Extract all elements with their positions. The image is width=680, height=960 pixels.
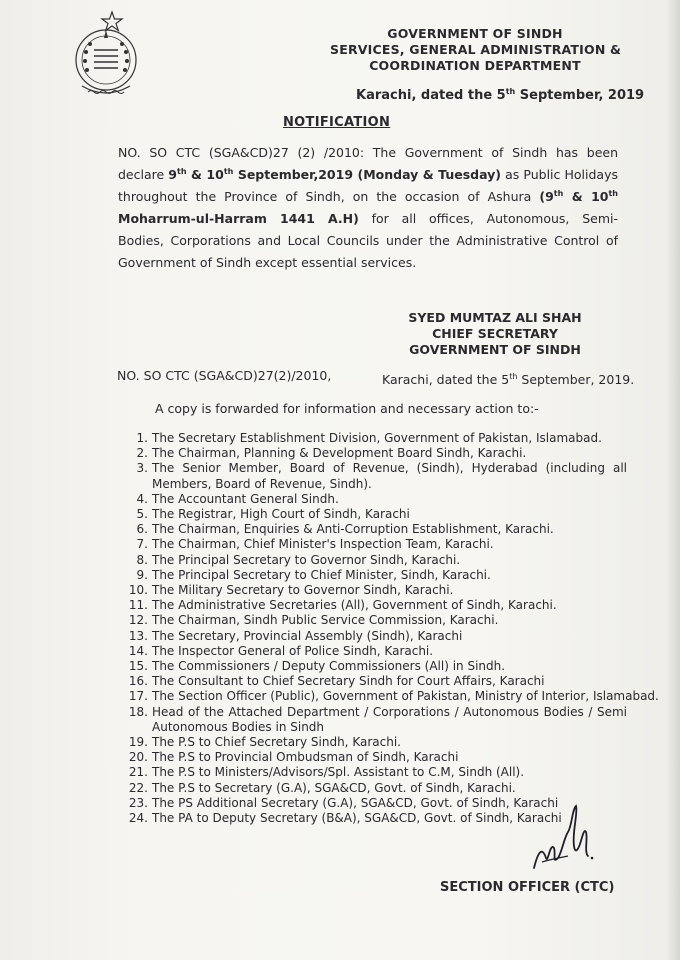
list-item-number: 19. bbox=[128, 735, 148, 750]
list-item bbox=[117, 537, 627, 552]
list-item-text: The Principal Secretary to Governor Sindh, Karachi. bbox=[152, 552, 461, 567]
list-item-number: 22. bbox=[128, 780, 148, 795]
list-item bbox=[117, 644, 627, 659]
signatory-name: SYED MUMTAZ ALI SHAH bbox=[408, 310, 582, 325]
header-line-3: COORDINATION DEPARTMENT bbox=[369, 58, 581, 73]
list-item bbox=[117, 781, 627, 796]
page-edge-shadow bbox=[666, 0, 680, 960]
list-item bbox=[117, 492, 627, 507]
list-item-number: 17. bbox=[128, 689, 148, 704]
list-item bbox=[117, 507, 627, 522]
list-item-number: 20. bbox=[128, 750, 148, 765]
list-item-number: 16. bbox=[128, 674, 148, 689]
list-item-text: The Registrar, High Court of Sindh, Karachi bbox=[152, 507, 410, 522]
list-item-number: 3. bbox=[136, 461, 148, 476]
list-item bbox=[117, 461, 627, 491]
list-item-text: The PS Additional Secretary (G.A), SGA&CD, Govt. of Sindh, Karachi bbox=[152, 795, 559, 810]
list-item bbox=[117, 613, 627, 628]
signatory-block bbox=[400, 310, 590, 358]
government-seal-icon bbox=[68, 8, 152, 100]
list-item-number: 13. bbox=[128, 628, 148, 643]
body-line-6: Government of Sindh except essential services. bbox=[118, 255, 417, 270]
list-item-text: The Military Secretary to Governor Sindh, Karachi. bbox=[152, 583, 454, 598]
list-item-text: The P.S to Secretary (G.A), SGA&CD, Govt. of Sindh, Karachi. bbox=[152, 780, 516, 795]
list-item-number: 8. bbox=[136, 552, 148, 567]
list-item-text: The P.S to Chief Secretary Sindh, Karachi. bbox=[152, 735, 401, 750]
reference-date: Karachi, dated the 5th September, 2019. bbox=[382, 372, 635, 387]
list-item-number: 4. bbox=[136, 491, 148, 506]
list-item-text: The Section Officer (Public), Government of Pakistan, Ministry of Interior, Islamabad. bbox=[152, 689, 659, 704]
list-item bbox=[117, 522, 627, 537]
list-item bbox=[117, 553, 627, 568]
list-item bbox=[117, 735, 627, 750]
list-item-number: 14. bbox=[128, 643, 148, 658]
department-header bbox=[330, 26, 620, 74]
list-item-number: 10. bbox=[128, 583, 148, 598]
list-item bbox=[117, 689, 659, 704]
list-item-text: The Chairman, Planning & Development Board Sindh, Karachi. bbox=[152, 446, 527, 461]
list-item bbox=[117, 629, 627, 644]
list-item-text: The Accountant General Sindh. bbox=[152, 491, 339, 506]
list-item-text: The Administrative Secretaries (All), Government of Sindh, Karachi. bbox=[152, 598, 557, 613]
signatory-org: GOVERNMENT OF SINDH bbox=[409, 342, 581, 357]
list-item-number: 21. bbox=[128, 765, 148, 780]
list-item-number: 24. bbox=[128, 811, 148, 826]
list-item-number: 9. bbox=[136, 567, 148, 582]
list-item-text: The Commissioners / Deputy Commissioners (All) in Sindh. bbox=[152, 659, 506, 674]
body-line-2: declare 9th & 10th September,2019 (Monday & Tuesday) as Public Holidays bbox=[118, 167, 618, 182]
body-line-5: Bodies, Corporations and Local Councils under the Administrative Control of bbox=[118, 233, 618, 248]
list-item-number: 18. bbox=[128, 704, 148, 719]
notification-body bbox=[118, 142, 618, 274]
list-item-text: The P.S to Provincial Ombudsman of Sindh, Karachi bbox=[152, 750, 459, 765]
list-item bbox=[117, 583, 627, 598]
list-item-text: The Chairman, Sindh Public Service Commission, Karachi. bbox=[152, 613, 499, 628]
list-item bbox=[117, 431, 627, 446]
list-item bbox=[117, 765, 627, 780]
list-item bbox=[117, 705, 627, 735]
list-item bbox=[117, 598, 627, 613]
body-line-4: Moharrum-ul-Harram 1441 A.H) for all offices, Autonomous, Semi- bbox=[118, 211, 618, 226]
list-item bbox=[117, 750, 627, 765]
handwritten-signature-icon bbox=[528, 802, 598, 880]
forward-text: A copy is forwarded for information and necessary action to:- bbox=[155, 401, 539, 416]
list-item-text: The Chairman, Chief Minister's Inspection Team, Karachi. bbox=[152, 537, 494, 552]
body-line-3: throughout the Province of Sindh, on the occasion of Ashura (9th & 10th bbox=[118, 189, 618, 204]
list-item-text: The Principal Secretary to Chief Minister, Sindh, Karachi. bbox=[152, 567, 491, 582]
list-item-number: 15. bbox=[128, 659, 148, 674]
list-item-number: 5. bbox=[136, 507, 148, 522]
list-item-number: 2. bbox=[136, 446, 148, 461]
list-item-text: The Secretary, Provincial Assembly (Sindh), Karachi bbox=[152, 628, 463, 643]
list-item-text: The Secretary Establishment Division, Government of Pakistan, Islamabad. bbox=[152, 431, 602, 445]
list-item-text: The PA to Deputy Secretary (B&A), SGA&CD, Govt. of Sindh, Karachi bbox=[152, 811, 562, 826]
recipient-list bbox=[117, 431, 659, 826]
list-item-number: 12. bbox=[128, 613, 148, 628]
list-item-text: The Senior Member, Board of Revenue, (Sindh), Hyderabad (including all Members, Board of Revenue, Sindh). bbox=[152, 461, 627, 491]
list-item-text: Head of the Attached Department / Corporations / Autonomous Bodies / Semi Autonomous Bodies in Sindh bbox=[152, 704, 627, 734]
list-item-text: The P.S to Ministers/Advisors/Spl. Assistant to C.M, Sindh (All). bbox=[152, 765, 525, 780]
list-item-text: The Consultant to Chief Secretary Sindh for Court Affairs, Karachi bbox=[152, 674, 545, 689]
list-item-number: 7. bbox=[136, 537, 148, 552]
header-line-2: SERVICES, GENERAL ADMINISTRATION & bbox=[330, 42, 622, 57]
section-officer-label: SECTION OFFICER (CTC) bbox=[440, 880, 615, 895]
list-item-number: 1. bbox=[136, 431, 148, 445]
list-item-text: The Chairman, Enquiries & Anti-Corruption Establishment, Karachi. bbox=[152, 522, 554, 537]
list-item-number: 11. bbox=[128, 598, 148, 613]
list-item-number: 23. bbox=[128, 795, 148, 810]
list-item bbox=[117, 568, 627, 583]
list-item bbox=[117, 446, 627, 461]
list-item-text: The Inspector General of Police Sindh, Karachi. bbox=[152, 643, 434, 658]
signatory-designation: CHIEF SECRETARY bbox=[432, 326, 558, 341]
notification-title: NOTIFICATION bbox=[283, 115, 391, 130]
list-item bbox=[117, 659, 627, 674]
body-line-1: NO. SO CTC (SGA&CD)27 (2) /2010: The Government of Sindh has been bbox=[118, 145, 618, 160]
header-line-1: GOVERNMENT OF SINDH bbox=[387, 26, 563, 41]
list-item bbox=[117, 674, 627, 689]
header-date: Karachi, dated the 5th September, 2019 bbox=[356, 87, 645, 103]
list-item-number: 6. bbox=[136, 522, 148, 537]
reference-number: NO. SO CTC (SGA&CD)27(2)/2010, bbox=[117, 368, 332, 383]
